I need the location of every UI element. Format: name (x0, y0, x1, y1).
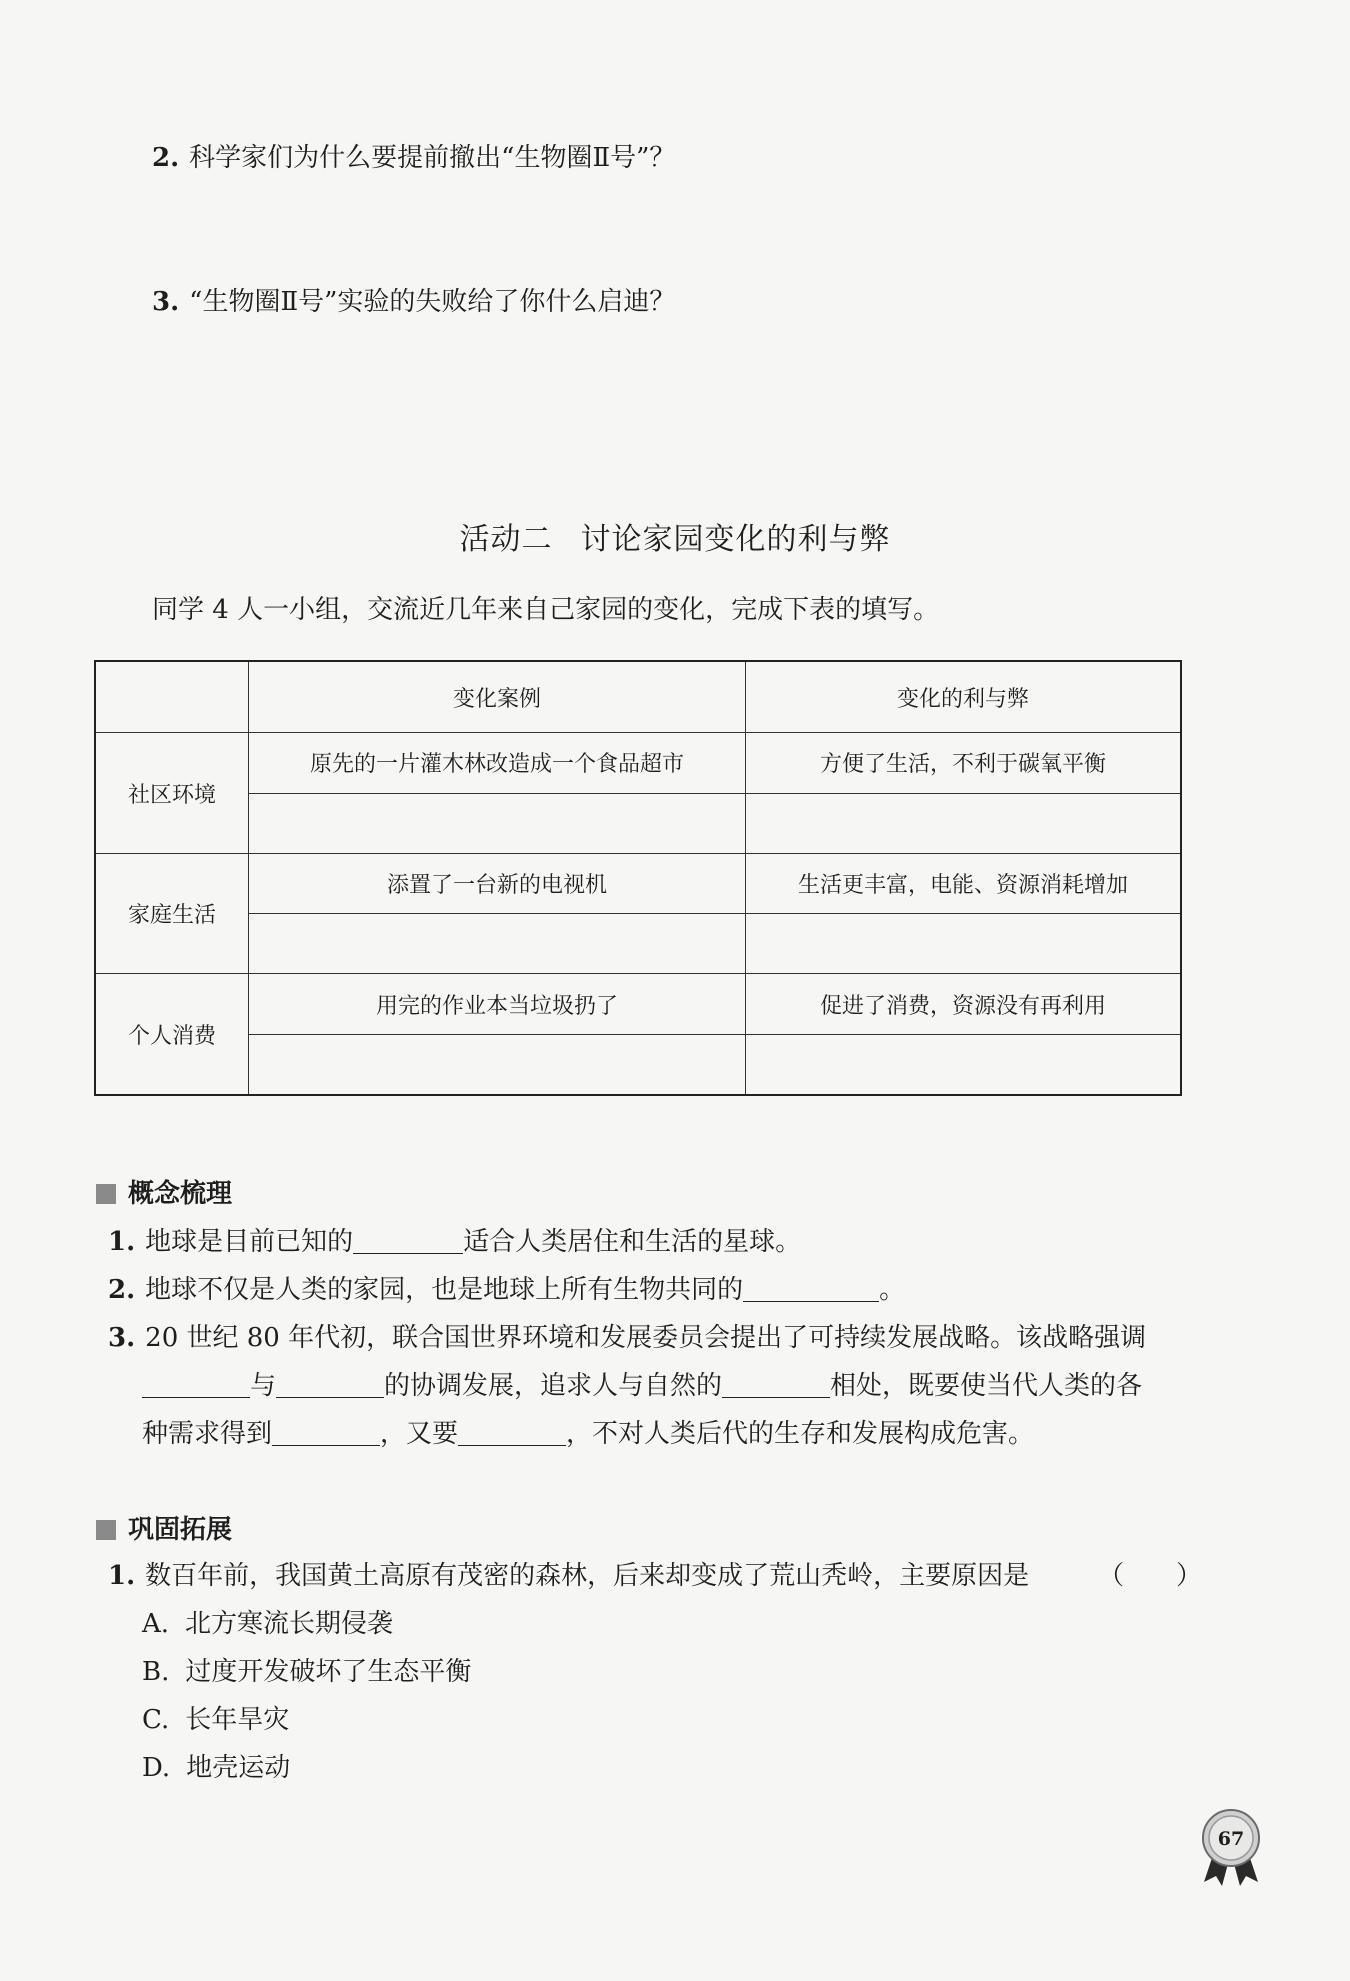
option-text: 地壳运动 (186, 1753, 291, 1783)
question-text: 科学家们为什么要提前撤出“生物圈Ⅱ号”？ (189, 143, 676, 173)
question-number: 2. (108, 1275, 136, 1305)
question-number: 2. (152, 143, 180, 173)
option-d[interactable] (142, 1748, 290, 1788)
activity-title-text: 讨论家园变化的利与弊 (580, 522, 891, 557)
table-header-cell: 变化的利与弊 (746, 661, 1182, 733)
question-number: 3. (152, 287, 180, 317)
option-letter: C. (142, 1705, 170, 1735)
question-text: 的协调发展，追求人与自然的 (384, 1371, 723, 1401)
answer-blank[interactable] (276, 1367, 384, 1398)
table-blank-cell[interactable] (249, 793, 746, 853)
table-effect-cell: 促进了消费，资源没有再利用 (746, 974, 1182, 1034)
answer-parentheses[interactable]: （ ） (1098, 1561, 1203, 1591)
question-3 (152, 282, 675, 322)
option-c[interactable] (142, 1700, 289, 1740)
option-b[interactable] (142, 1652, 471, 1692)
option-text: 过度开发破坏了生态平衡 (185, 1657, 472, 1687)
answer-blank[interactable] (353, 1223, 463, 1254)
changes-table (94, 660, 1182, 1096)
answer-blank[interactable] (722, 1367, 830, 1398)
table-blank-cell[interactable] (746, 914, 1182, 974)
answer-blank[interactable] (743, 1271, 879, 1302)
table-row (95, 853, 1181, 913)
option-letter: A. (142, 1609, 170, 1639)
section-heading-text: 巩固拓展 (128, 1515, 233, 1545)
question-number: 3. (108, 1323, 136, 1353)
table-category-cell: 社区环境 (95, 733, 249, 854)
table-row-blank (95, 914, 1181, 974)
page-number-badge (1198, 1808, 1264, 1888)
page-number: 67 (1217, 1828, 1245, 1850)
table-effect-cell: 方便了生活，不利于碳氧平衡 (746, 733, 1182, 793)
activity-intro: 同学 4 人一小组，交流近几年来自己家园的变化，完成下表的填写。 (152, 595, 940, 625)
concept-question-2 (108, 1266, 905, 1314)
question-text: 。 (879, 1275, 906, 1305)
question-text: 与 (250, 1371, 277, 1401)
question-2 (152, 138, 675, 178)
table-blank-cell[interactable] (249, 914, 746, 974)
concept-question-3-line-3 (142, 1410, 1034, 1458)
table-row (95, 974, 1181, 1034)
concept-question-3-line-2 (142, 1362, 1142, 1410)
table-header-cell (95, 661, 249, 733)
table-header-row (95, 661, 1181, 733)
question-text: ，又要 (380, 1419, 459, 1449)
table-row-blank (95, 793, 1181, 853)
question-number: 1. (108, 1227, 136, 1257)
section-heading-text: 概念梳理 (128, 1179, 233, 1209)
answer-blank[interactable] (458, 1415, 566, 1446)
table-blank-cell[interactable] (746, 793, 1182, 853)
section-heading-concepts (96, 1176, 232, 1212)
option-text: 北方寒流长期侵袭 (185, 1609, 394, 1639)
table-blank-cell[interactable] (249, 1034, 746, 1095)
table-category-cell: 个人消费 (95, 974, 249, 1095)
option-text: 长年旱灾 (185, 1705, 290, 1735)
table-case-cell: 添置了一台新的电视机 (249, 853, 746, 913)
option-letter: B. (142, 1657, 170, 1687)
table-category-cell: 家庭生活 (95, 853, 249, 974)
table-case-cell: 用完的作业本当垃圾扔了 (249, 974, 746, 1034)
question-text: 20 世纪 80 年代初，联合国世界环境和发展委员会提出了可持续发展战略。该战略强调 (145, 1323, 1147, 1353)
question-text: ，不对人类后代的生存和发展构成危害。 (566, 1419, 1035, 1449)
question-text: 适合人类居住和生活的星球。 (463, 1227, 802, 1257)
question-text: 相处，既要使当代人类的各 (830, 1371, 1143, 1401)
question-text: 种需求得到 (142, 1419, 273, 1449)
table-blank-cell[interactable] (746, 1034, 1182, 1095)
question-text: “生物圈Ⅱ号”实验的失败给了你什么启迪？ (189, 287, 676, 317)
option-letter: D. (142, 1753, 171, 1783)
table-row-blank (95, 1034, 1181, 1095)
consolidation-question-1 (108, 1556, 1029, 1596)
section-heading-consolidation (96, 1512, 232, 1548)
question-text: 地球不仅是人类的家园，也是地球上所有生物共同的 (145, 1275, 744, 1305)
square-bullet-icon (96, 1520, 116, 1540)
square-bullet-icon (96, 1184, 116, 1204)
question-text: 数百年前，我国黄土高原有茂密的森林，后来却变成了荒山秃岭，主要原因是 (145, 1561, 1030, 1591)
concept-question-1 (108, 1218, 801, 1266)
answer-blank[interactable] (142, 1367, 250, 1398)
question-text: 地球是目前已知的 (145, 1227, 354, 1257)
answer-blank[interactable] (272, 1415, 380, 1446)
option-a[interactable] (142, 1604, 393, 1644)
concept-question-3 (108, 1314, 1146, 1362)
table-case-cell: 原先的一片灌木林改造成一个食品超市 (249, 733, 746, 793)
table-row (95, 733, 1181, 793)
table-effect-cell: 生活更丰富，电能、资源消耗增加 (746, 853, 1182, 913)
question-number: 1. (108, 1561, 136, 1591)
activity-title (0, 516, 1350, 564)
activity-title-label: 活动二 (459, 522, 553, 557)
table-header-cell: 变化案例 (249, 661, 746, 733)
